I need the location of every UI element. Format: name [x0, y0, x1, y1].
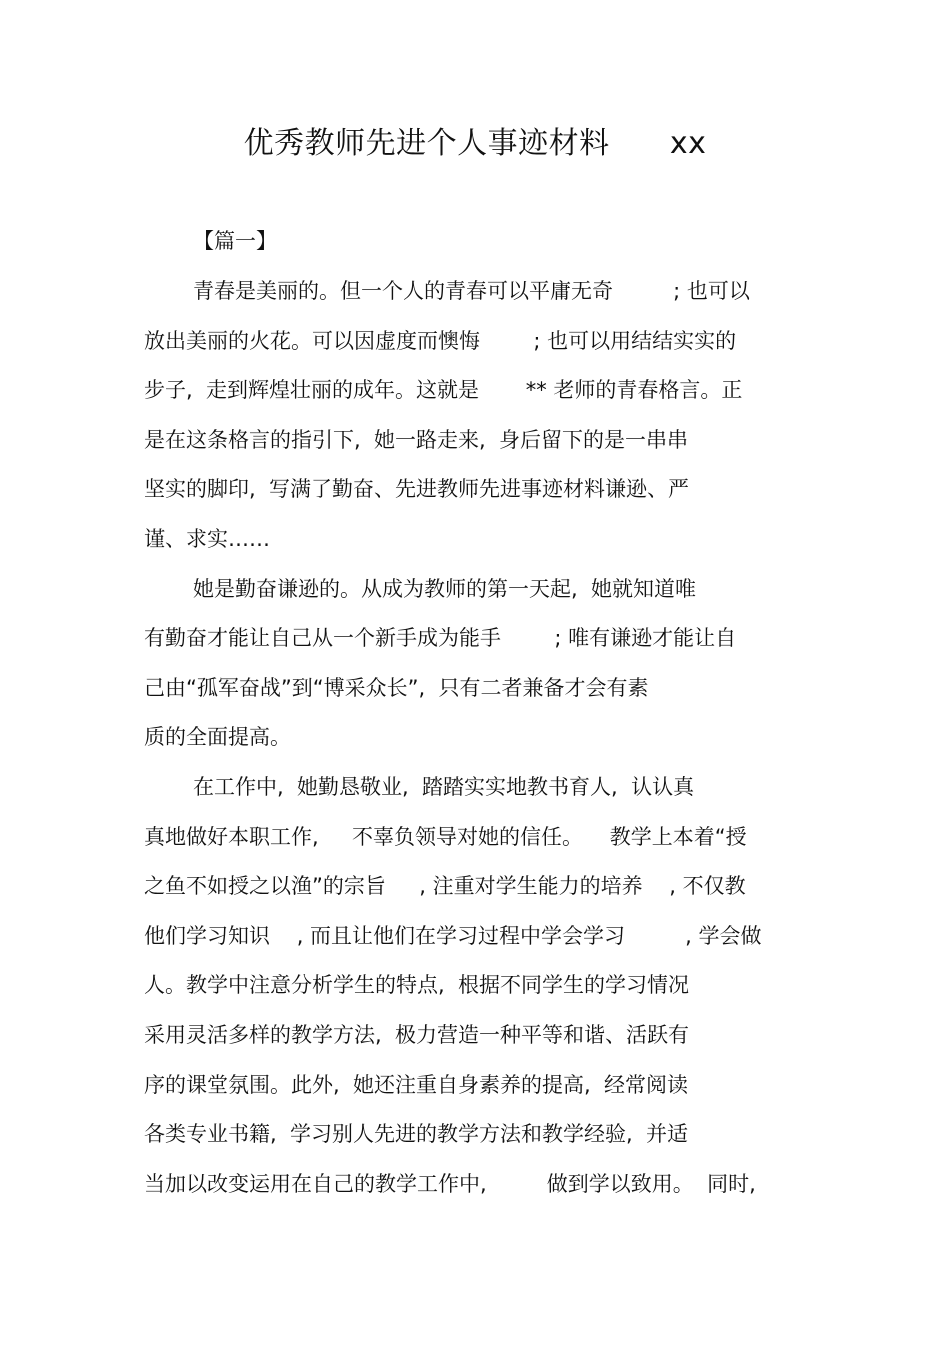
body-text — [144, 274, 814, 1216]
paragraph-line: 坚实的脚印, 写满了勤奋、先进教师先进事迹材料谦逊、严 — [144, 477, 690, 502]
paragraph-line: 当加以改变运用在自己的教学工作中, 做到学以致用。 同时, — [144, 1171, 756, 1196]
paragraph-line: 是在这条格言的指引下, 她一路走来, 身后留下的是一串串 — [144, 427, 689, 452]
paragraph-line: 序的课堂氛围。此外, 她还注重自身素养的提高, 经常阅读 — [144, 1072, 689, 1097]
paragraph-line: 有勤奋才能让自己从一个新手成为能手 ; 唯有谦逊才能让自 — [144, 626, 737, 651]
paragraph-line: 青春是美丽的。但一个人的青春可以平庸无奇 ; 也可以 — [193, 279, 750, 303]
paragraph-line: 他们学习知识 , 而且让他们在学习过程中学会学习 , 学会做 — [144, 923, 762, 948]
paragraph-line: 质的全面提高。 — [144, 725, 291, 750]
paragraph-line: 她是勤奋谦逊的。从成为教师的第一天起, 她就知道唯 — [193, 576, 697, 601]
paragraph-line: 步子, 走到辉煌壮丽的成年。这就是 ** 老师的青春格言。正 — [144, 378, 743, 403]
section-label: 【篇一】 — [193, 229, 277, 253]
paragraph-line: 在工作中, 她勤恳敬业, 踏踏实实地教书育人, 认认真 — [193, 774, 695, 799]
paragraph-line: 己由“孤军奋战”到“博采众长”, 只有二者兼备才会有素 — [144, 675, 649, 700]
paragraph-line: 之鱼不如授之以渔”的宗旨 , 注重对学生能力的培养 , 不仅教 — [144, 874, 746, 899]
document-title: 优秀教师先进个人事迹材料 xx — [243, 126, 707, 161]
paragraph-line: 真地做好本职工作, 不辜负领导对她的信任。 教学上本着“授 — [144, 824, 747, 849]
paragraph-line: 采用灵活多样的教学方法, 极力营造一种平等和谐、活跃有 — [144, 1022, 690, 1047]
paragraph-line: 各类专业书籍, 学习别人先进的教学方法和教学经验, 并适 — [144, 1122, 689, 1147]
paragraph-line: 放出美丽的火花。可以因虚度而懊悔 ; 也可以用结结实实的 — [144, 328, 737, 353]
paragraph-line: 人。教学中注意分析学生的特点, 根据不同学生的学习情况 — [144, 973, 690, 998]
paragraph-line: 谨、求实…… — [144, 526, 270, 551]
